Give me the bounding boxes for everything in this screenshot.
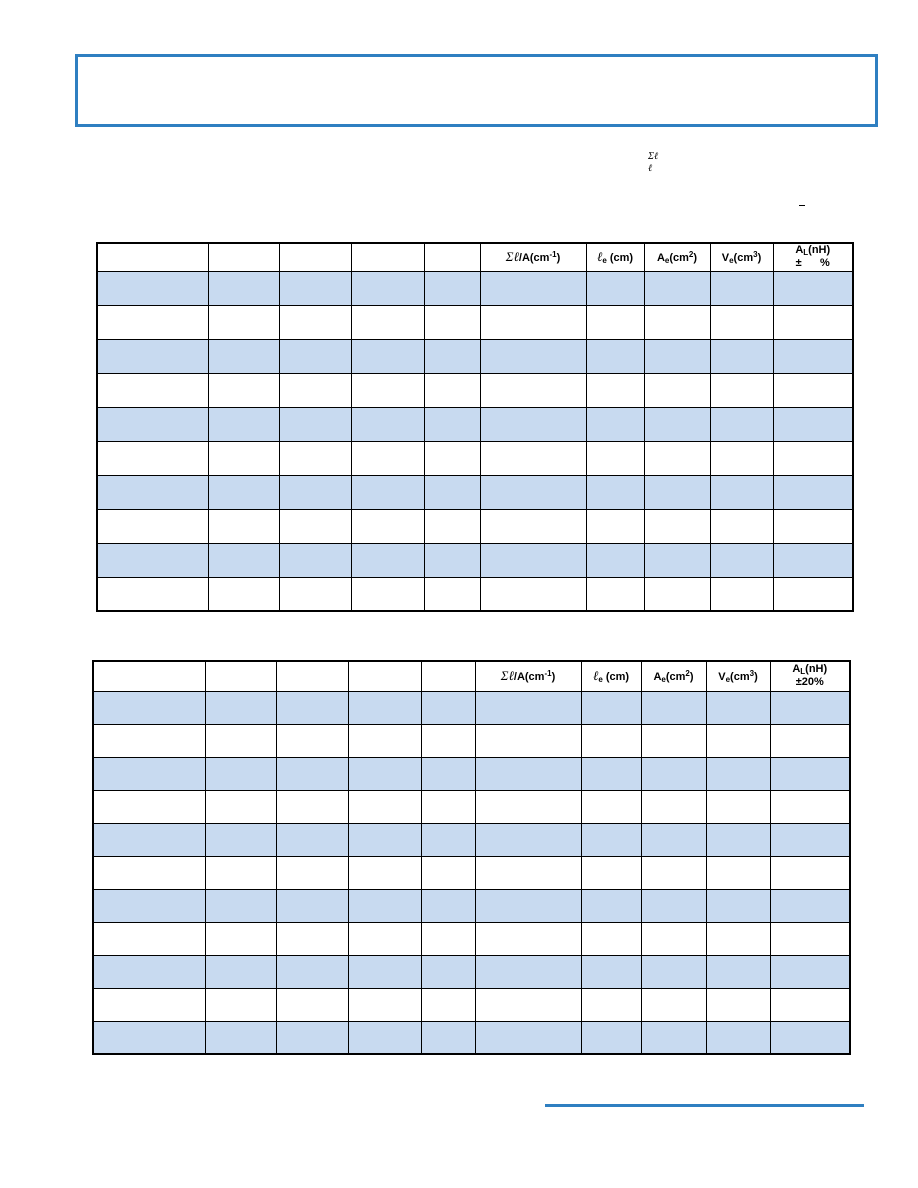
table-cell (773, 407, 853, 441)
table-cell (480, 543, 586, 577)
table-cell (706, 790, 770, 823)
table-cell (351, 339, 424, 373)
table-cell (276, 790, 348, 823)
table-cell (581, 889, 641, 922)
table-cell (581, 1021, 641, 1054)
table-cell (205, 1021, 276, 1054)
table-cell (424, 577, 480, 611)
table-cell (644, 543, 710, 577)
table-cell (424, 271, 480, 305)
table-cell (424, 305, 480, 339)
table-cell (348, 757, 421, 790)
table-cell (348, 724, 421, 757)
table-cell (641, 823, 706, 856)
table-cell (641, 724, 706, 757)
table-cell (644, 305, 710, 339)
core-spec-table-1 (96, 242, 854, 612)
table-cell (475, 790, 581, 823)
table-cell (581, 988, 641, 1021)
table-cell (276, 823, 348, 856)
table-cell (279, 577, 351, 611)
table-cell (475, 922, 581, 955)
table-cell (424, 509, 480, 543)
table-cell (770, 856, 850, 889)
table-row (93, 691, 850, 724)
table-cell (348, 856, 421, 889)
table-cell (97, 407, 208, 441)
table-cell (480, 577, 586, 611)
header-cell-blank (421, 661, 475, 691)
table-cell (586, 509, 644, 543)
table-cell (641, 856, 706, 889)
header-cell-blank (93, 661, 205, 691)
table-cell (581, 724, 641, 757)
table-cell (276, 955, 348, 988)
table-cell (424, 475, 480, 509)
table-cell (279, 407, 351, 441)
table-cell (710, 305, 773, 339)
table-row (97, 407, 853, 441)
header-cell-blank (97, 243, 208, 271)
table-cell (97, 339, 208, 373)
table-cell (348, 889, 421, 922)
header-sum-l-over-a: $\Sigma\ell/A(cm^{-1})$ (480, 243, 586, 271)
table-cell (581, 790, 641, 823)
table-cell (97, 441, 208, 475)
table-cell (421, 889, 475, 922)
table-cell (348, 988, 421, 1021)
table-cell (770, 823, 850, 856)
table-row (93, 856, 850, 889)
table-cell (710, 373, 773, 407)
table-cell (348, 955, 421, 988)
table-cell (641, 988, 706, 1021)
table-row (93, 724, 850, 757)
header-cell-blank (205, 661, 276, 691)
table-cell (351, 577, 424, 611)
table-cell (644, 509, 710, 543)
table-cell (581, 823, 641, 856)
table-cell (644, 407, 710, 441)
table-cell (279, 475, 351, 509)
table-cell (208, 373, 279, 407)
table-cell (480, 441, 586, 475)
table-cell (586, 339, 644, 373)
table-cell (773, 271, 853, 305)
table-cell (348, 922, 421, 955)
table-cell (480, 475, 586, 509)
dash-mark (799, 205, 805, 206)
table-row (97, 441, 853, 475)
table-cell (279, 373, 351, 407)
table-cell (475, 757, 581, 790)
table-cell (641, 757, 706, 790)
table-cell (351, 373, 424, 407)
table-cell (93, 790, 205, 823)
table-row (97, 543, 853, 577)
table-cell (641, 1021, 706, 1054)
table-cell (208, 543, 279, 577)
table-row (93, 922, 850, 955)
table-cell (586, 271, 644, 305)
table-cell (480, 339, 586, 373)
table-cell (276, 856, 348, 889)
table-cell (710, 407, 773, 441)
table-cell (421, 922, 475, 955)
table-cell (641, 889, 706, 922)
sigma-l-fragment: Σℓ (648, 151, 659, 162)
table-cell (421, 724, 475, 757)
table-cell (424, 543, 480, 577)
header-ve: $V_e(cm^3)$ (710, 243, 773, 271)
l-fragment: ℓ (648, 163, 653, 174)
table-cell (475, 1021, 581, 1054)
table-row (93, 889, 850, 922)
table-cell (276, 757, 348, 790)
table-cell (97, 305, 208, 339)
table-cell (421, 955, 475, 988)
table-cell (706, 922, 770, 955)
header-ae: $A_e(cm^2)$ (641, 661, 706, 691)
table-cell (480, 509, 586, 543)
table-cell (581, 691, 641, 724)
header-cell-blank (279, 243, 351, 271)
table-cell (348, 790, 421, 823)
table-cell (641, 922, 706, 955)
table-cell (706, 757, 770, 790)
table-cell (421, 823, 475, 856)
table-cell (279, 339, 351, 373)
table-cell (581, 955, 641, 988)
table-cell (773, 441, 853, 475)
table-cell (773, 577, 853, 611)
table-cell (770, 691, 850, 724)
table-cell (205, 691, 276, 724)
table-cell (641, 955, 706, 988)
table-cell (93, 889, 205, 922)
table-cell (276, 988, 348, 1021)
header-le: ℓ$_e$ (cm) (581, 661, 641, 691)
header-le: ℓ$_e$ (cm) (586, 243, 644, 271)
footer-rule (545, 1104, 864, 1107)
table-cell (706, 988, 770, 1021)
table-cell (351, 271, 424, 305)
table-cell (706, 691, 770, 724)
table-row (97, 373, 853, 407)
table-cell (279, 271, 351, 305)
table-cell (351, 509, 424, 543)
table-cell (421, 790, 475, 823)
table-cell (421, 691, 475, 724)
table-cell (421, 757, 475, 790)
header-al: $A_L(nH)$ ±20% (770, 661, 850, 691)
table-cell (480, 271, 586, 305)
table-cell (586, 305, 644, 339)
table-cell (706, 1021, 770, 1054)
table-cell (205, 790, 276, 823)
table-cell (208, 509, 279, 543)
header-al: $A_L(nH)$ ± % (773, 243, 853, 271)
table-cell (644, 373, 710, 407)
table-cell (644, 271, 710, 305)
table-cell (706, 724, 770, 757)
table-header-row (93, 661, 850, 691)
table-cell (205, 889, 276, 922)
table-row (93, 955, 850, 988)
table-cell (710, 509, 773, 543)
table-cell (770, 724, 850, 757)
table-cell (421, 856, 475, 889)
table-cell (475, 889, 581, 922)
table-cell (279, 509, 351, 543)
table-cell (208, 407, 279, 441)
table-cell (205, 757, 276, 790)
table-cell (351, 407, 424, 441)
table-cell (93, 988, 205, 1021)
table-cell (641, 691, 706, 724)
table-cell (93, 724, 205, 757)
table-cell (641, 790, 706, 823)
table-cell (773, 509, 853, 543)
header-cell-blank (424, 243, 480, 271)
table-cell (770, 955, 850, 988)
table-cell (93, 823, 205, 856)
table-cell (93, 922, 205, 955)
table-cell (93, 1021, 205, 1054)
table-cell (770, 922, 850, 955)
table-cell (276, 889, 348, 922)
table-cell (351, 441, 424, 475)
table-cell (279, 543, 351, 577)
table-cell (770, 1021, 850, 1054)
table-cell (208, 271, 279, 305)
table-cell (205, 955, 276, 988)
table-cell (581, 922, 641, 955)
table-cell (706, 889, 770, 922)
table-cell (706, 955, 770, 988)
table-cell (93, 856, 205, 889)
table-cell (205, 922, 276, 955)
header-ve: $V_e(cm^3)$ (706, 661, 770, 691)
table-cell (480, 407, 586, 441)
table-cell (644, 441, 710, 475)
table-cell (475, 724, 581, 757)
table-cell (710, 339, 773, 373)
table-body (97, 271, 853, 611)
table-cell (770, 757, 850, 790)
table-cell (97, 543, 208, 577)
table-cell (773, 305, 853, 339)
table-row (93, 823, 850, 856)
table-cell (93, 757, 205, 790)
table-cell (770, 988, 850, 1021)
table-cell (586, 407, 644, 441)
table-cell (581, 757, 641, 790)
table-cell (581, 856, 641, 889)
header-ae: $A_e(cm^2)$ (644, 243, 710, 271)
table-cell (97, 577, 208, 611)
table-cell (205, 724, 276, 757)
table-cell (475, 823, 581, 856)
table-body (93, 691, 850, 1054)
table-cell (208, 305, 279, 339)
header-cell-blank (348, 661, 421, 691)
table-cell (424, 441, 480, 475)
table-cell (93, 691, 205, 724)
table-cell (424, 339, 480, 373)
table-cell (706, 856, 770, 889)
table-cell (351, 305, 424, 339)
table-cell (421, 988, 475, 1021)
table-cell (276, 1021, 348, 1054)
table-cell (475, 955, 581, 988)
table-cell (205, 988, 276, 1021)
table-row (97, 305, 853, 339)
table-cell (421, 1021, 475, 1054)
table-cell (97, 509, 208, 543)
table-cell (205, 823, 276, 856)
table-cell (208, 441, 279, 475)
table-cell (93, 955, 205, 988)
table-cell (644, 577, 710, 611)
table-row (93, 790, 850, 823)
table-cell (205, 856, 276, 889)
table-cell (710, 543, 773, 577)
table-cell (773, 543, 853, 577)
table-cell (97, 475, 208, 509)
table-cell (276, 922, 348, 955)
table-cell (276, 724, 348, 757)
table-row (97, 509, 853, 543)
table-row (93, 988, 850, 1021)
table-cell (424, 407, 480, 441)
table-cell (475, 856, 581, 889)
table-cell (644, 475, 710, 509)
table-cell (710, 271, 773, 305)
table-cell (279, 305, 351, 339)
table-cell (208, 475, 279, 509)
table-cell (586, 577, 644, 611)
table-cell (208, 577, 279, 611)
core-spec-table-2 (92, 660, 851, 1055)
table-cell (351, 475, 424, 509)
table-cell (706, 823, 770, 856)
table-cell (97, 373, 208, 407)
table-cell (348, 691, 421, 724)
table-cell (644, 339, 710, 373)
table-cell (348, 1021, 421, 1054)
table-row (97, 339, 853, 373)
table-cell (586, 475, 644, 509)
table-cell (276, 691, 348, 724)
table-cell (773, 475, 853, 509)
table-row (93, 1021, 850, 1054)
table-row (97, 271, 853, 305)
header-sum-l-over-a: $\Sigma\ell/A(cm^{-1})$ (475, 661, 581, 691)
table-cell (710, 475, 773, 509)
table-cell (586, 441, 644, 475)
table-cell (773, 373, 853, 407)
table-cell (710, 577, 773, 611)
header-cell-blank (351, 243, 424, 271)
table-cell (424, 373, 480, 407)
table-cell (279, 441, 351, 475)
table-cell (208, 339, 279, 373)
table-row (93, 757, 850, 790)
header-cell-blank (276, 661, 348, 691)
table-header-row (97, 243, 853, 271)
table-row (97, 577, 853, 611)
table-cell (710, 441, 773, 475)
table-cell (480, 373, 586, 407)
table-row (97, 475, 853, 509)
table-cell (97, 271, 208, 305)
table-cell (770, 790, 850, 823)
header-cell-blank (208, 243, 279, 271)
table-cell (475, 691, 581, 724)
table-cell (773, 339, 853, 373)
table-cell (348, 823, 421, 856)
table-cell (586, 543, 644, 577)
table-cell (770, 889, 850, 922)
table-cell (586, 373, 644, 407)
header-banner (75, 54, 878, 127)
table-cell (480, 305, 586, 339)
table-cell (475, 988, 581, 1021)
table-cell (351, 543, 424, 577)
